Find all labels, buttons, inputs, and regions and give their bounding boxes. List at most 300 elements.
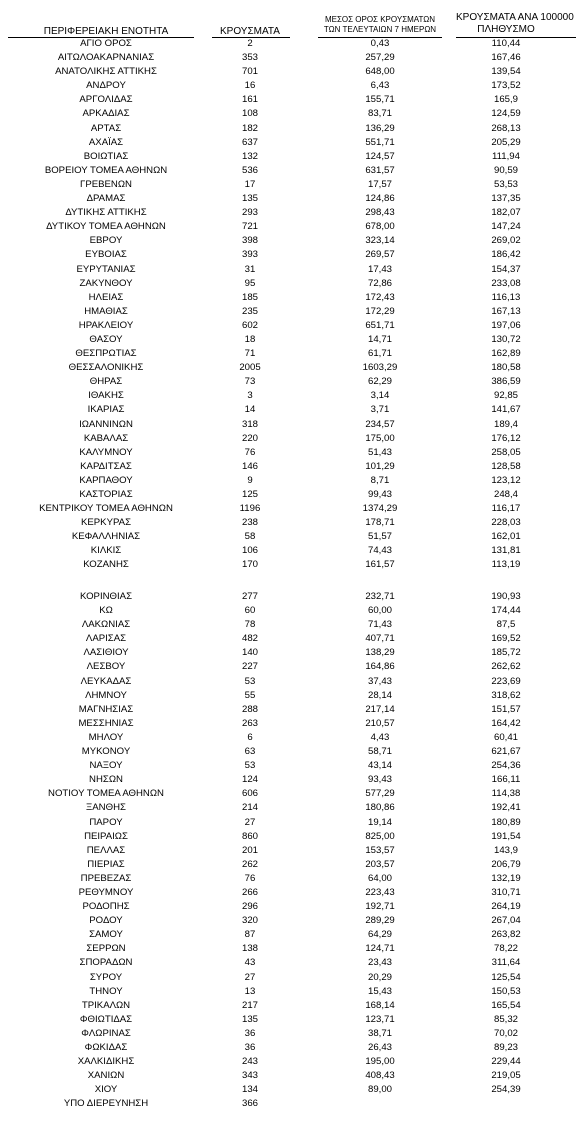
table-block-part2 [0,590,576,1111]
cases-cell: 318 [241,418,258,430]
region-cell: ΘΕΣΣΑΛΟΝΙΚΗΣ [68,362,144,374]
per-100k-cell: 130,72 [491,333,521,345]
cases-cell: 135 [241,193,258,205]
avg-7day-cell: 178,71 [365,517,395,529]
table-row [0,872,576,886]
table-row [0,914,576,928]
cases-cell: 76 [244,872,256,884]
region-cell: ΖΑΚΥΝΘΟΥ [79,277,133,289]
table-row [0,816,576,830]
cases-cell: 296 [241,901,258,913]
cases-cell: 43 [244,957,256,969]
avg-7day-cell: 3,14 [370,390,390,402]
table-row [0,488,576,502]
table-row [0,787,576,801]
region-cell: ΚΟΡΙΝΘΙΑΣ [79,591,133,602]
avg-7day-cell: 74,43 [367,545,392,557]
avg-7day-cell: 577,29 [365,788,395,800]
region-cell: ΑΧΑΪΑΣ [88,136,124,148]
cases-cell: 266 [241,886,258,898]
per-100k-cell: 123,12 [491,474,521,486]
cases-cell: 227 [241,661,258,673]
region-cell: ΙΘΑΚΗΣ [88,390,124,402]
region-cell: ΜΗΛΟΥ [88,731,124,743]
region-cell: ΧΑΝΙΩΝ [87,1070,125,1082]
avg-7day-cell: 3,71 [370,404,390,416]
region-cell: ΑΡΓΟΛΙΔΑΣ [79,94,133,106]
avg-7day-cell: 14,71 [367,333,392,345]
per-100k-cell: 167,46 [491,52,521,64]
per-100k-cell: 110,44 [491,38,521,49]
table-row [0,432,576,446]
avg-7day-cell: 289,29 [365,915,395,927]
table-row [0,361,576,375]
avg-7day-cell: 38,71 [367,1027,392,1039]
cases-cell: 366 [241,1098,258,1110]
per-100k-cell: 219,05 [491,1070,521,1082]
table-row [0,604,576,618]
cases-cell: 60 [244,605,256,617]
cases-cell: 3 [247,390,253,402]
avg-7day-cell: 172,29 [365,305,395,317]
avg-7day-cell: 99,43 [367,489,392,500]
table-row [0,942,576,956]
cases-cell: 9 [247,474,253,486]
cases-cell: 132 [241,150,258,162]
region-cell: ΙΩΑΝΝΙΝΩΝ [79,418,133,430]
cases-cell: 2005 [239,362,261,374]
avg-7day-cell: 234,57 [365,418,395,430]
region-cell: ΔΥΤΙΚΗΣ ΑΤΤΙΚΗΣ [65,207,147,219]
cases-cell: 53 [244,760,256,772]
avg-7day-cell: 6,43 [370,80,390,92]
region-cell: ΜΕΣΣΗΝΙΑΣ [78,717,134,729]
region-cell: ΛΕΣΒΟΥ [86,661,126,673]
avg-7day-cell: 155,71 [365,94,395,106]
avg-7day-cell: 269,57 [365,249,395,261]
per-100k-cell: 269,02 [491,235,521,247]
table-row [0,632,576,646]
per-100k-cell: 318,62 [491,689,521,701]
region-cell: ΦΘΙΩΤΙΔΑΣ [79,1013,133,1025]
avg-7day-cell: 61,71 [367,348,392,360]
per-100k-cell: 189,4 [493,418,518,430]
per-100k-cell: 166,11 [491,774,521,786]
table-block-part1 [0,37,576,573]
cases-cell: 18 [244,333,256,345]
avg-7day-cell: 631,57 [365,164,395,176]
cases-cell: 235 [241,305,258,317]
per-100k-cell: 165,9 [493,94,518,106]
region-cell: ΛΕΥΚΑΔΑΣ [80,675,132,687]
table-row [0,333,576,347]
cases-cell: 701 [241,66,258,78]
region-cell: ΣΑΜΟΥ [89,929,123,941]
cases-cell: 277 [241,591,258,602]
table-row [0,460,576,474]
table-row [0,234,576,248]
avg-7day-cell: 192,71 [365,901,395,913]
table-row [0,263,576,277]
cases-cell: 185 [241,291,258,303]
avg-7day-cell: 37,43 [367,675,392,687]
table-row [0,759,576,773]
region-cell: ΥΠΟ ΔΙΕΡΕΥΝΗΣΗ [63,1098,149,1110]
per-100k-cell: 116,13 [491,291,521,303]
cases-cell: 106 [241,545,258,557]
table-row [0,717,576,731]
region-cell: ΑΡΚΑΔΙΑΣ [82,108,130,120]
avg-7day-cell: 0,43 [370,38,390,49]
region-cell: ΕΥΒΟΙΑΣ [85,249,127,261]
avg-7day-cell: 93,43 [367,774,392,786]
avg-7day-cell: 51,43 [367,446,392,458]
table-row [0,886,576,900]
avg-7day-cell: 648,00 [365,66,395,78]
cases-cell: 293 [241,207,258,219]
per-100k-cell: 85,32 [493,1013,518,1025]
table-row [0,206,576,220]
avg-7day-cell: 83,71 [367,108,392,120]
table-row [0,389,576,403]
cases-cell: 637 [241,136,258,148]
region-cell: ΚΙΛΚΙΣ [90,545,122,557]
cases-cell: 146 [241,460,258,472]
per-100k-cell: 254,39 [491,1084,521,1096]
avg-7day-cell: 51,57 [367,531,392,543]
avg-7day-cell: 64,29 [367,929,392,941]
region-cell: ΚΑΒΑΛΑΣ [83,432,129,444]
avg-7day-cell: 72,86 [367,277,392,289]
cases-cell: 27 [244,971,256,983]
region-cell: ΤΡΙΚΑΛΩΝ [81,999,131,1011]
per-100k-cell: 229,44 [491,1056,521,1068]
avg-7day-cell: 26,43 [367,1042,392,1053]
per-100k-cell: 262,62 [491,661,521,673]
region-cell: ΧΙΟΥ [94,1084,118,1096]
table-row [0,1055,576,1069]
table-row [0,590,576,604]
per-100k-cell: 621,67 [491,746,521,758]
table-row [0,65,576,79]
region-cell: ΑΝΑΤΟΛΙΚΗΣ ΑΤΤΙΚΗΣ [55,66,157,78]
table-row [0,375,576,389]
table-row [0,291,576,305]
cases-cell: 63 [244,746,256,758]
cases-cell: 161 [241,94,258,106]
region-cell: ΛΗΜΝΟΥ [85,689,127,701]
region-cell: ΗΜΑΘΙΑΣ [84,305,128,317]
per-100k-cell: 90,59 [493,164,518,176]
per-100k-cell: 165,54 [491,999,521,1011]
per-100k-cell: 154,37 [491,263,521,275]
per-100k-cell: 174,44 [491,605,521,617]
table-row [0,136,576,150]
cases-cell: 482 [241,633,258,645]
cases-cell: 1196 [239,503,261,515]
per-100k-cell: 147,24 [491,221,521,233]
cases-cell: 27 [244,816,256,828]
region-cell: ΚΕΦΑΛΛΗΝΙΑΣ [71,531,141,543]
cases-cell: 353 [241,52,258,64]
per-100k-cell: 205,29 [491,136,521,148]
table-row [0,660,576,674]
table-row [0,220,576,234]
avg-7day-cell: 161,57 [365,559,395,571]
table-row [0,418,576,432]
region-cell: ΠΕΛΛΑΣ [86,844,126,856]
avg-7day-cell: 195,00 [365,1056,395,1068]
per-100k-cell: 191,54 [491,830,521,842]
avg-7day-cell: 19,14 [367,816,392,828]
per-100k-cell: 264,19 [491,901,521,913]
cases-cell: 606 [241,788,258,800]
avg-7day-cell: 407,71 [365,633,395,645]
header-per100k-line2: ΠΛΗΘΥΣΜΟ [477,24,535,35]
cases-cell: 536 [241,164,258,176]
table-row [0,347,576,361]
avg-7day-cell: 101,29 [365,460,395,472]
cases-cell: 243 [241,1056,258,1068]
header-per100k-line1: ΚΡΟΥΣΜΑΤΑ ΑΝΑ 100000 [456,12,574,23]
avg-7day-cell: 175,00 [365,432,395,444]
per-100k-cell: 206,79 [491,858,521,870]
avg-7day-cell: 124,57 [365,150,395,162]
avg-7day-cell: 20,29 [367,971,392,983]
table-row [0,999,576,1013]
cases-cell: 262 [241,858,258,870]
per-100k-cell: 197,06 [491,319,521,331]
table-row [0,474,576,488]
per-100k-cell: 151,57 [491,703,521,715]
avg-7day-cell: 17,57 [367,178,392,190]
table-row [0,192,576,206]
per-100k-cell: 114,38 [491,788,521,800]
per-100k-cell: 190,93 [491,591,521,602]
avg-7day-cell: 60,00 [367,605,392,617]
region-cell: ΚΑΡΔΙΤΣΑΣ [80,460,132,472]
cases-cell: 31 [244,263,256,275]
region-cell: ΞΑΝΘΗΣ [86,802,126,814]
region-cell: ΗΡΑΚΛΕΙΟΥ [78,319,134,331]
table-row [0,773,576,787]
cases-cell: 201 [241,844,258,856]
avg-7day-cell: 62,29 [367,376,392,388]
region-cell: ΘΕΣΠΡΩΤΙΑΣ [75,348,137,360]
region-cell: ΠΡΕΒΕΖΑΣ [80,872,132,884]
avg-7day-cell: 89,00 [367,1084,392,1096]
avg-7day-cell: 43,14 [367,760,392,772]
avg-7day-cell: 217,14 [365,703,395,715]
cases-cell: 2 [247,38,253,49]
avg-7day-cell: 257,29 [365,52,395,64]
cases-cell: 140 [241,647,258,659]
per-100k-cell: 162,89 [491,348,521,360]
cases-cell: 13 [244,985,256,997]
table-row [0,858,576,872]
region-cell: ΚΕΡΚΥΡΑΣ [80,517,131,529]
table-row [0,956,576,970]
table-row [0,79,576,93]
header-cases: ΚΡΟΥΣΜΑΤΑ [220,26,280,37]
cases-cell: 134 [241,1084,258,1096]
region-cell: ΚΑΡΠΑΘΟΥ [79,474,133,486]
cases-cell: 860 [241,830,258,842]
region-cell: ΚΑΣΤΟΡΙΑΣ [79,489,133,500]
region-cell: ΓΡΕΒΕΝΩΝ [80,178,132,190]
per-100k-cell: 78,22 [493,943,518,955]
per-100k-cell: 139,54 [491,66,521,78]
per-100k-cell: 162,01 [491,531,521,543]
region-cell: ΑΡΤΑΣ [90,122,122,134]
avg-7day-cell: 124,86 [365,193,395,205]
avg-7day-cell: 1374,29 [362,503,398,515]
cases-cell: 76 [244,446,256,458]
cases-cell: 71 [244,348,256,360]
region-cell: ΚΩ [99,605,113,617]
region-cell: ΠΙΕΡΙΑΣ [87,858,125,870]
cases-cell: 288 [241,703,258,715]
region-cell: ΠΕΙΡΑΙΩΣ [84,830,128,842]
per-100k-cell: 164,42 [491,717,521,729]
cases-cell: 36 [244,1027,256,1039]
avg-7day-cell: 28,14 [367,689,392,701]
per-100k-cell: 185,72 [491,647,521,659]
region-cell: ΑΓΙΟ ΟΡΟΣ [80,38,132,49]
table-row [0,530,576,544]
per-100k-cell: 89,23 [493,1042,518,1053]
table-row [0,319,576,333]
per-100k-cell: 87,5 [496,619,516,631]
region-cell: ΝΗΣΩΝ [89,774,123,786]
region-cell: ΜΑΓΝΗΣΙΑΣ [78,703,134,715]
table-row [0,558,576,572]
avg-7day-cell: 71,43 [367,619,392,631]
avg-7day-cell: 223,43 [365,886,395,898]
region-cell: ΣΠΟΡΑΔΩΝ [79,957,133,969]
region-cell: ΙΚΑΡΙΑΣ [87,404,125,416]
avg-7day-cell: 64,00 [367,872,392,884]
avg-7day-cell: 138,29 [365,647,395,659]
per-100k-cell: 186,42 [491,249,521,261]
table-row [0,403,576,417]
cases-cell: 343 [241,1070,258,1082]
region-cell: ΚΟΖΑΝΗΣ [83,559,129,571]
avg-7day-cell: 651,71 [365,319,395,331]
table-row [0,689,576,703]
region-cell: ΕΥΡΥΤΑΝΙΑΣ [76,263,136,275]
cases-cell: 398 [241,235,258,247]
region-cell: ΚΕΝΤΡΙΚΟΥ ΤΟΜΕΑ ΑΘΗΝΩΝ [39,503,173,515]
table-row [0,646,576,660]
header-region: ΠΕΡΙΦΕΡΕΙΑΚΗ ΕΝΟΤΗΤΑ [43,26,169,37]
avg-7day-cell: 123,71 [365,1013,395,1025]
cases-cell: 124 [241,774,258,786]
table-row [0,618,576,632]
cases-cell: 138 [241,943,258,955]
per-100k-cell: 60,41 [493,731,518,743]
per-100k-cell: 125,54 [491,971,521,983]
table-row [0,928,576,942]
avg-7day-cell: 124,71 [365,943,395,955]
cases-cell: 135 [241,1013,258,1025]
table-row [0,830,576,844]
region-cell: ΛΑΚΩΝΙΑΣ [81,619,131,631]
table-row [0,305,576,319]
table-row [0,900,576,914]
per-100k-cell: 113,19 [491,559,521,571]
cases-cell: 602 [241,319,258,331]
table-row [0,122,576,136]
avg-7day-cell: 180,86 [365,802,395,814]
per-100k-cell: 124,59 [491,108,521,120]
per-100k-cell: 137,35 [491,193,521,205]
region-cell: ΦΩΚΙΔΑΣ [84,1042,128,1053]
region-cell: ΒΟΡΕΙΟΥ ΤΟΜΕΑ ΑΘΗΝΩΝ [44,164,168,176]
region-cell: ΡΟΔΟΠΗΣ [82,901,130,913]
region-cell: ΣΕΡΡΩΝ [86,943,126,955]
per-100k-cell: 150,53 [491,985,521,997]
table-row [0,985,576,999]
cases-cell: 17 [244,178,256,190]
region-cell: ΛΑΣΙΘΙΟΥ [83,647,129,659]
per-100k-cell: 233,08 [491,277,521,289]
table-row [0,51,576,65]
per-100k-cell: 258,05 [491,446,521,458]
avg-7day-cell: 164,86 [365,661,395,673]
region-cell: ΔΥΤΙΚΟΥ ΤΟΜΕΑ ΑΘΗΝΩΝ [46,221,166,233]
cases-cell: 721 [241,221,258,233]
table-row [0,731,576,745]
per-100k-cell: 192,41 [491,802,521,814]
per-100k-cell: 128,58 [491,460,521,472]
table-row [0,1013,576,1027]
per-100k-cell: 70,02 [493,1027,518,1039]
table-row [0,844,576,858]
cases-cell: 95 [244,277,256,289]
avg-7day-cell: 15,43 [367,985,392,997]
avg-7day-cell: 408,43 [365,1070,395,1082]
region-cell: ΦΛΩΡΙΝΑΣ [81,1027,131,1039]
per-100k-cell: 173,52 [491,80,521,92]
table-row [0,107,576,121]
cases-cell: 16 [244,80,256,92]
table-row [0,801,576,815]
region-cell: ΑΙΤΩΛΟΑΚΑΡΝΑΝΙΑΣ [57,52,155,64]
region-cell: ΘΑΣΟΥ [89,333,123,345]
avg-7day-cell: 551,71 [365,136,395,148]
per-100k-cell: 268,13 [491,122,521,134]
per-100k-cell: 143,9 [493,844,518,856]
cases-cell: 393 [241,249,258,261]
per-100k-cell: 176,12 [491,432,521,444]
table-row [0,248,576,262]
cases-cell: 320 [241,915,258,927]
table-row [0,1027,576,1041]
per-100k-cell: 228,03 [491,517,521,529]
avg-7day-cell: 136,29 [365,122,395,134]
per-100k-cell: 180,58 [491,362,521,374]
cases-cell: 78 [244,619,256,631]
per-100k-cell: 386,59 [491,376,521,388]
cases-cell: 55 [244,689,256,701]
table-row [0,164,576,178]
per-100k-cell: 254,36 [491,760,521,772]
table-row [0,971,576,985]
avg-7day-cell: 8,71 [370,474,390,486]
avg-7day-cell: 172,43 [365,291,395,303]
region-cell: ΝΑΞΟΥ [89,760,123,772]
